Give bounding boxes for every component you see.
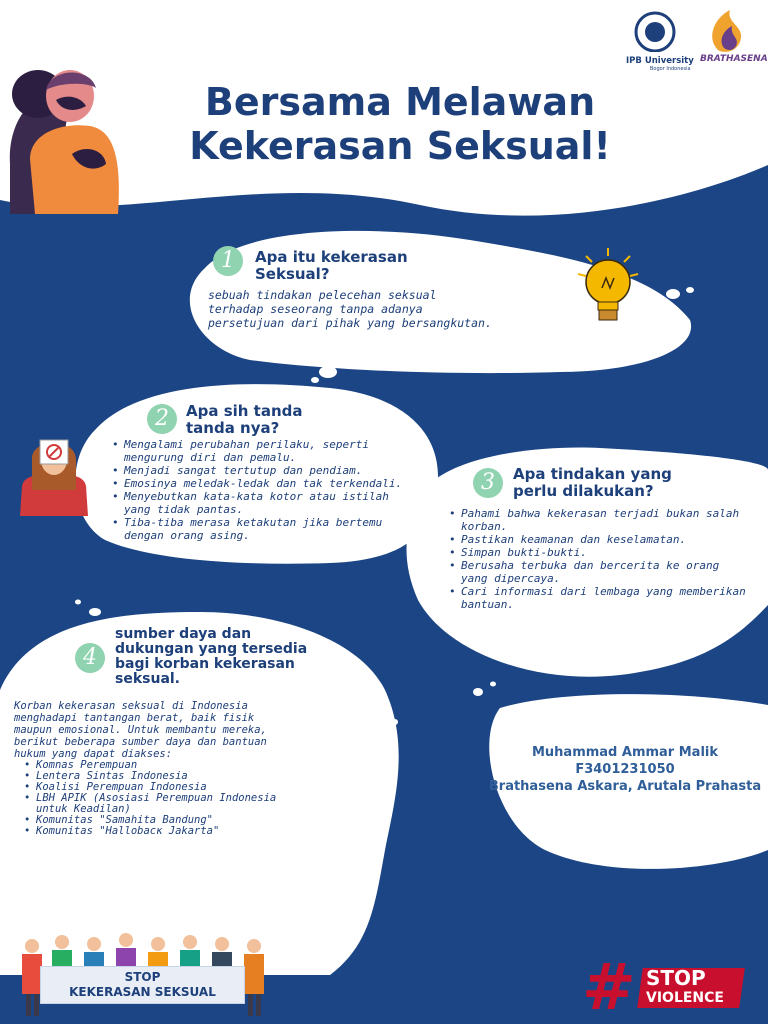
harassment-illustration (0, 64, 130, 214)
ipb-emblem-icon (626, 8, 684, 52)
section3-list (447, 507, 747, 611)
brathasena-logo (700, 4, 768, 66)
section4-intro-line: berikut beberapa sumber daya dan bantuan (14, 736, 267, 748)
section1-text-line3: persetujuan dari pihak yang bersangkutan. (208, 316, 492, 330)
stop-banner-line2: KEKERASAN SEKSUAL (69, 985, 216, 999)
section1-text-line1: sebuah tindakan pelecehan seksual (208, 288, 437, 302)
resource-item: • Komnas Perempuan (36, 760, 292, 771)
section2-item: • Menjadi sangat tertutup dan pendiam. (124, 464, 410, 477)
section1-text (208, 288, 492, 330)
section4-heading-line2: dukungan yang tersedia (115, 641, 308, 657)
section2-item: • Emosinya meledak-ledak dan tak terkendali. (124, 477, 410, 490)
section2-item: • Mengalami perubahan perilaku, seperti mengurung diri dan pemalu. (124, 438, 410, 464)
section1-heading-line2: Seksual? (255, 265, 330, 283)
page-title (140, 80, 660, 168)
step-number-2: 2 (147, 404, 177, 434)
resource-item: • Komunitas "Samahita Bandung" (36, 815, 292, 826)
section3-heading (513, 466, 672, 500)
section4-heading (115, 627, 307, 687)
author-name: Muhammad Ammar Malik (531, 745, 719, 760)
section4-intro-line: maupun emosional. Untuk membantu mereka, (14, 724, 267, 736)
brathasena-logo-text: BRATHASENA (700, 54, 768, 64)
section3-item: • Pastikan keamanan dan keselamatan. (461, 533, 747, 546)
title-line-1: Bersama Melawan (204, 80, 596, 124)
ipb-logo-subtext: Bogor Indonesia (650, 66, 691, 72)
section2-item: • Menyebutkan kata-kata kotor atau istilah yang tidak pantas. (124, 490, 410, 516)
section4-intro-line: hukum yang dapat diakses: (14, 748, 173, 760)
section4-list (22, 760, 292, 837)
section4-heading-line1: sumber daya dan (115, 626, 252, 642)
section3-heading-line1: Apa tindakan yang (513, 465, 672, 483)
section3-item: • Pahami bahwa kekerasan terjadi bukan salah korban. (461, 507, 747, 533)
author-nim: F3401231050 (575, 762, 675, 777)
section1-heading (255, 249, 408, 283)
section1-text-line2: terhadap seseorang tanpa adanya (208, 302, 423, 316)
woman-holding-sign-illustration (18, 430, 90, 516)
lightbulb-icon (566, 244, 650, 330)
section4-heading-line3: bagi korban kekerasan (115, 656, 295, 672)
section3-item: • Simpan bukti-bukti. (461, 546, 747, 559)
stop-violence-line1: STOP (646, 966, 706, 990)
stop-violence-badge (582, 951, 752, 1025)
author-credit (480, 744, 768, 795)
flame-emblem-icon (700, 4, 760, 54)
resource-item: • LBH APIK (Asosiasi Perempuan Indonesia untuk Keadilan) (36, 793, 292, 815)
section2-heading (186, 403, 303, 437)
resource-item: • Komunitas "Hallobacк Jakarta" (36, 826, 292, 837)
hashtag-icon: # (582, 951, 636, 1025)
resource-item: • Koalisi Perempuan Indonesia (36, 782, 292, 793)
section2-list (110, 438, 410, 542)
step-number-3: 3 (473, 468, 503, 498)
ipb-logo-text: IPB University (626, 56, 694, 66)
section1-heading-line1: Apa itu kekerasan (255, 248, 408, 266)
section3-heading-line2: perlu dilakukan? (513, 482, 654, 500)
stop-banner-line1: STOP (124, 970, 161, 984)
section2-heading-line1: Apa sih tanda (186, 402, 303, 420)
section3-item: • Berusaha terbuka dan bercerita ke orang yang dipercaya. (461, 559, 747, 585)
author-group: Brathasena Askara, Arutala Prahasta (488, 779, 762, 794)
section4-intro (14, 700, 314, 760)
step-number-4: 4 (75, 643, 105, 673)
stop-banner (40, 966, 245, 1004)
section4-heading-line4: seksual. (115, 671, 181, 687)
section4-intro-line: Korban kekerasan seksual di Indonesia (14, 700, 248, 712)
section2-heading-line2: tanda nya? (186, 419, 280, 437)
section3-item: • Cari informasi dari lembaga yang memberikan bantuan. (461, 585, 747, 611)
ipb-logo (626, 8, 694, 72)
stop-violence-line2: VIOLENCE (646, 990, 724, 1006)
section2-item: • Tiba-tiba merasa ketakutan jika bertemu dengan orang asing. (124, 516, 410, 542)
step-number-1: 1 (213, 246, 243, 276)
title-line-2: Kekerasan Seksual! (189, 124, 611, 168)
resource-item: • Lentera Sintas Indonesia (36, 771, 292, 782)
section4-intro-line: menghadapi tantangan berat, baik fisik (14, 712, 255, 724)
